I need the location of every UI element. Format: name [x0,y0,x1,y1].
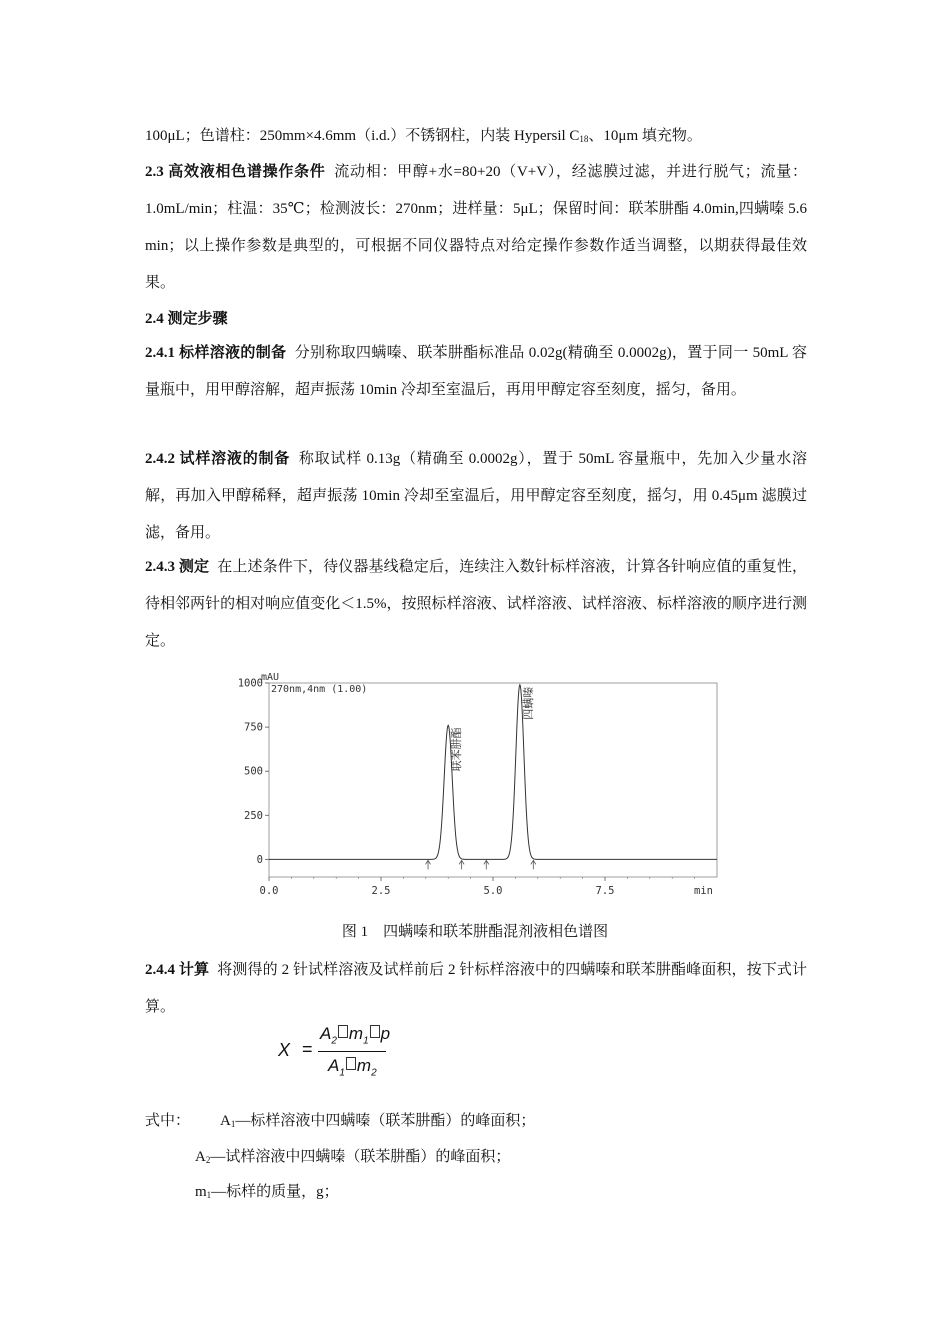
x-tick-label: 0.0 [259,885,279,897]
integration-mark-icon [484,860,489,869]
y-tick-label: 1000 [237,677,263,690]
x-tick-label: 5.0 [483,885,503,897]
text-2-3: 流动相：甲醇+水=80+20（V+V），经滤膜过滤，并进行脱气；流量：1.0mL/min；柱温：35℃；检测波长：270nm；进样量：5μL；保留时间：联苯肼酯 4.0min,四螨嗪 5.6 min；以上操作参数是典型的，可根据不同仪器特点对给定操作参数作适当调整，以期获得最佳效果。 [145,164,807,291]
fraction-bar [318,1051,386,1052]
x-tick-label: 2.5 [371,885,391,897]
den-m-sub: 2 [371,1067,377,1079]
text-2-4-1: 分别称取四螨嗪、联苯肼酯标准品 0.02g(精确至 0.0002g)，置于同一 50mL 容量瓶中，用甲醇溶解，超声振荡 10min 冷却至室温后，再用甲醇定容至刻度，摇匀，备用。 [145,345,807,398]
chromatogram-chart [225,665,725,900]
integration-mark-icon [531,860,536,869]
chromatogram-line [269,685,717,860]
num-p: p [380,1024,391,1043]
multiply-box-icon [346,1057,356,1070]
chart-annotation: 270nm,4nm (1.00) [271,684,368,695]
paragraph-column-info [145,118,807,158]
y-tick-label: 0 [256,853,263,866]
integration-mark-icon [459,860,464,869]
paragraph-2-4-3 [145,549,807,660]
plot-frame [269,683,717,877]
calculation-formula [278,1020,408,1084]
num-m-sub: 1 [363,1035,369,1047]
where-text: —试样溶液中四螨嗪（联苯肼酯）的峰面积； [210,1149,511,1165]
den-a: A [328,1056,340,1075]
text-2-4-2: 称取试样 0.13g（精确至 0.0002g），置于 50mL 容量瓶中，先加入少量水溶解，再加入甲醇稀释，超声振荡 10min 冷却至室温后，用甲醇定容至刻度，摇匀，用 0.45μm 滤膜过滤，备用。 [145,451,807,541]
integration-mark-icon [426,860,431,869]
y-tick-label: 500 [244,765,263,778]
heading-2-3: 2.3 高效液相色谱操作条件 [145,164,326,180]
where-text: —标样溶液中四螨嗪（联苯肼酯）的峰面积； [235,1113,536,1129]
den-a-sub: 1 [339,1067,345,1079]
den-m: m [356,1056,372,1075]
y-tick-label: 750 [244,721,263,734]
where-symbol-sub: 1 [206,1190,212,1200]
chromatogram-figure [225,665,725,900]
multiply-box-icon [338,1025,348,1038]
x-tick-label: 7.5 [595,885,615,897]
where-symbol: A [220,1113,231,1129]
paragraph-2-3 [145,154,807,302]
text-2-4-3: 在上述条件下，待仪器基线稳定后，连续注入数针标样溶液，计算各针响应值的重复性，待相邻两针的相对响应值变化＜1.5%，按照标样溶液、试样溶液、试样溶液、标样溶液的顺序进行测定。 [145,559,807,649]
column-info-text: 100μL；色谱柱：250mm×4.6mm（i.d.）不锈钢柱，内装 Hypersil C [145,128,580,144]
where-symbol-sub: 2 [205,1155,211,1165]
text-2-4-4: 将测得的 2 针试样溶液及试样前后 2 针标样溶液中的四螨嗪和联苯肼酯峰面积，按下式计算。 [145,962,807,1015]
peak-label: 联苯肼酯 [450,727,464,772]
formula-denominator [328,1056,377,1078]
heading-2-4-3: 2.4.3 测定 [145,559,210,575]
formula-equals: = [302,1039,313,1059]
column-info-tail: 、10μm 填充物。 [588,128,702,144]
heading-2-4-2: 2.4.2 试样溶液的制备 [145,451,291,467]
num-a-sub: 2 [331,1035,337,1047]
paragraph-2-4-2 [145,441,807,552]
formula-lhs: X [278,1040,291,1060]
y-tick-label: 250 [244,809,263,822]
num-m: m [348,1024,364,1043]
where-item [195,1147,510,1170]
num-a: A [320,1024,332,1043]
multiply-box-icon [370,1025,380,1038]
where-item [220,1111,535,1134]
where-label: 式中： [145,1113,191,1129]
x-axis-label: min [694,885,713,897]
paragraph-2-4-4 [145,952,807,1026]
heading-2-4-4: 2.4.4 计算 [145,962,210,978]
figure-caption: 图 1 四螨嗪和联苯肼酯混剂液相色谱图 [341,924,609,940]
formula-numerator [320,1024,390,1046]
y-axis-label: mAU [261,672,280,683]
where-symbol: m [195,1184,207,1200]
peak-label: 四螨嗪 [521,686,535,720]
paragraph-2-4-1 [145,335,807,409]
where-symbol-sub: 1 [230,1119,236,1129]
where-text: —标样的质量，g； [211,1184,339,1200]
where-symbol: A [195,1149,206,1165]
column-info-subscript: 18 [579,134,589,144]
where-item [195,1182,339,1205]
heading-2-4: 2.4 测定步骤 [145,311,228,327]
heading-2-4-1: 2.4.1 标样溶液的制备 [145,345,287,361]
